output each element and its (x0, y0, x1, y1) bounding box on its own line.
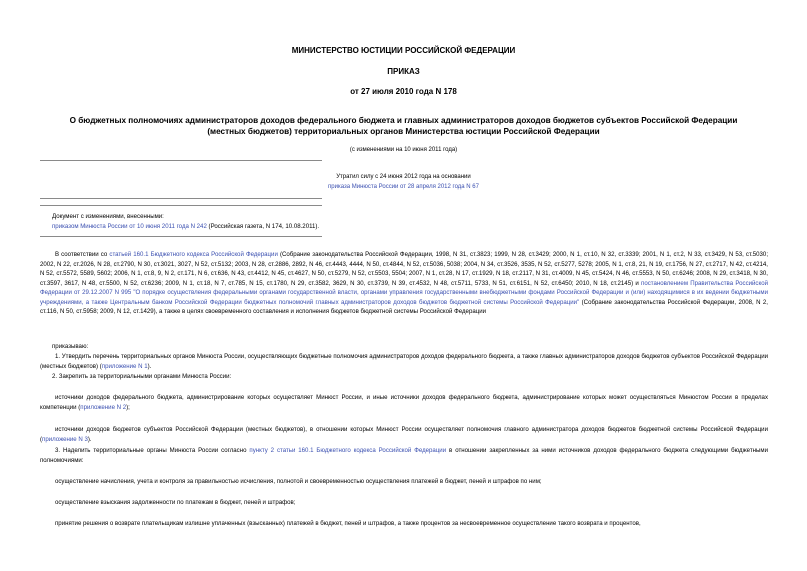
document-title (30, 115, 777, 137)
appendix-3-link[interactable]: приложение N 3 (42, 435, 88, 443)
lost-force-text: Утратил силу с 24 июня 2012 года на основании (336, 174, 471, 180)
budget-code-link[interactable]: статьей 160.1 Бюджетного кодекса Российской Федерации (109, 251, 278, 258)
order-word: приказываю: (52, 343, 89, 350)
power-1: осуществление начисления, учета и контроля за правильностью исчисления, полнотой и своевременностью осуществления платежей в бюджет, пеней и штрафов по ним; (55, 478, 542, 485)
divider (40, 205, 322, 206)
title-line-1: О бюджетных полномочиях администраторов доходов федерального бюджета и главных администраторов доходов бюджетов субъектов Российской Федерации (69, 116, 738, 125)
item-2: 2. Закрепить за территориальными органами Минюста России: (52, 373, 232, 380)
preamble-paragraph: В соответствии со статьей 160.1 Бюджетного кодекса Российской Федерации (Собрание законодательства Российской Федерации, 1998, N 31, ст.3823; 1999, N 28, ст.3429; 2000, N 1, ст.10, N 32, ст.3339; 2001, N 1, ст.2, N 33, ст.3429, N 53, ст.5030; 2002, N 22, ст.2026, N 28, ст.2790, N 30, ст.3021, 3027, N 52, ст.5132; 2003, N 28, ст.2886, 2892, N 46, ст.4443, 4444, N 50, ст.4844, N 52, ст.5036, 5038; 2004, N 34, ст.3526, 3535, N 52, ст.5277, 5278; 2005, N 1, ст.8, 21, N 19, ст.1756, N 27, ст.2717, N 42, ст.4214, N 52, ст.5572, 5589, 5602; 2006, N 1, ст.8, 9, N 2, ст.171, N 6, ст.636, N 43, ст.4412, N 45, ст.4627, N 50, ст.5279, N 52, ст.5503, 5504; 2007, N 1, ст.28, N 17, ст.1929, N 18, ст.2117, N 31, ст.4009, N 45, ст.5424, N 46, ст.5553, N 50, ст.6246; 2008, N 29, ст.3418, N 30, ст.3597, 3617, N 48, ст.5500, N 52, ст.6236; 2009, N 1, ст.18, N 7, ст.785, N 15, ст.1780, N 29, ст.3582, 3629, N 30, ст.3739, N 39, ст.4532, N 48, ст.5711, 5733, N 51, ст.6151, N 52, ст.6450; 2010, N 18, ст.2145) и постановлением Правительства Российской Федерации от 29.12.2007 N 995 "О порядке осуществления федеральными органами государственной власти, органами управления государственными внебюджетными фондами Российской Федерации и (или) находящимися в их ведении бюджетными учреждениями, а также Центральным банком Российской Федерации бюджетных полномочий главных администраторов доходов бюджетов бюджетной системы Российской Федерации" (Собрание законодательства Российской Федерации, 2008, N 2, ст.116, N 50, ст.5958; 2009, N 12, ст.1429), а также в целях своевременного составления и исполнения бюджетов бюджетной системы Российской Федерации (40, 251, 769, 315)
appendix-2-link[interactable]: приложение N 2 (80, 403, 127, 411)
divider (40, 160, 322, 161)
power-3: принятие решения о возврате плательщикам излишне уплаченных (взысканных) платежей в бюджет, пеней и штрафов, а также процентов за несвоевременное осуществление такого возврата и процентов, (55, 520, 641, 527)
date-number-heading: от 27 июля 2010 года N 178 (350, 87, 457, 96)
revision-note: (с изменениями на 10 июня 2011 года) (349, 147, 458, 153)
appendix-1-link[interactable]: приложение N 1 (101, 362, 148, 370)
amendments-line (52, 222, 319, 231)
item-3: 3. Наделить территориальные органы Минюста России согласно пункту 2 статьи 160.1 Бюджетного кодекса Российской Федерации в отношении закрепленных за ними источников доходов федерального бюджета следующими бюджетными полномочиями: (40, 447, 768, 464)
divider (40, 198, 322, 199)
title-line-2: (местных бюджетов) территориальных органов Министерства юстиции Российской Федерации (207, 127, 600, 136)
government-decree-link[interactable]: постановлением Правительства Российской Федерации от 29.12.2007 N 995 "О порядке осуществления федеральными органами государственной власти, органами управления государственными внебюджетными фондами Российской Федерации и (или) находящимися в их ведении бюджетными учреждениями, а также Центральным банком Российской Федерации бюджетных полномочий главных администраторов доходов бюджетов бюджетной системы Российской Федерации" (40, 279, 768, 306)
power-2: осуществление взыскания задолженности по платежам в бюджет, пеней и штрафов; (55, 499, 296, 506)
item-1: 1. Утвердить перечень территориальных органов Минюста России, осуществляющих бюджетные полномочия администраторов доходов федерального бюджета, а также главных администраторов доходов бюджетов субъектов Российской Федерации (местных бюджетов) (приложение N 1). (40, 353, 768, 370)
amendments-text: Документ с изменениями, внесенными: (52, 213, 164, 220)
divider (40, 236, 322, 237)
sub-item-2: источники доходов бюджетов субъектов Российской Федерации (местных бюджетов), в отношении которых Минюст России осуществляет полномочия главного администратора доходов бюджетов бюджетной системы Российской Федерации (приложение N 3). (40, 426, 768, 443)
lost-force-link[interactable]: приказа Минюста России от 28 апреля 2012 года N 67 (328, 184, 479, 190)
article-link[interactable]: пункту 2 статьи 160.1 Бюджетного кодекса Российской Федерации (249, 447, 447, 454)
doc-type-heading: ПРИКАЗ (387, 67, 420, 76)
sub-item-1: источники доходов федерального бюджета, администрирование которых осуществляет Минюст России, и иные источники доходов федерального бюджета, администрирование которых может осуществляться Минюстом России в пределах компетенции (приложение N 2); (40, 394, 768, 411)
amendments-link[interactable]: приказом Минюста России от 10 июня 2011 года N 242 (52, 223, 207, 230)
amendments-source: (Российская газета, N 174, 10.08.2011). (208, 223, 320, 230)
ministry-heading: МИНИСТЕРСТВО ЮСТИЦИИ РОССИЙСКОЙ ФЕДЕРАЦИИ (291, 46, 516, 55)
